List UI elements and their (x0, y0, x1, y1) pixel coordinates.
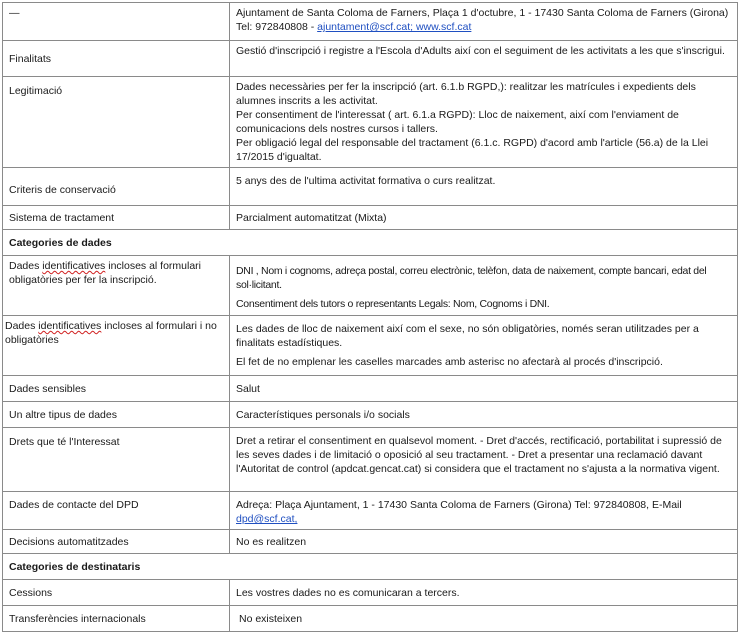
table-row-identificatives-obligatories (3, 256, 738, 316)
row-value: 5 anys des de l'ultima activitat formativa o curs realitzat. (230, 168, 738, 206)
table-row-altre-tipus (3, 402, 738, 428)
row-value (230, 3, 738, 41)
label-part-misspelled: identificatives (38, 320, 102, 332)
section-heading: Categories de dades (3, 230, 738, 256)
no-obligatories-text-1: Les dades de lloc de naixement així com el sexe, no són obligatòries, només seran utilitzades per a finalitats estadístiques. (236, 323, 699, 349)
row-label: — (3, 3, 230, 41)
row-label (3, 256, 230, 316)
row-value: Les vostres dades no es comunicaran a tercers. (230, 580, 738, 606)
row-value: Gestió d'inscripció i registre a l'Escola d'Adults així con el seguiment de les activitats a les que s'inscrigui. (230, 41, 738, 77)
table-row-section-destinataris (3, 554, 738, 580)
label-part: Dades (9, 260, 43, 272)
label-part-misspelled: identificatives (42, 260, 106, 272)
legitimacio-line-2: Per consentiment de l'interessat ( art. 6.1.a RGPD): Lloc de naixement, així com l'enviament de comunicacions dels nostres cursos i tallers. (236, 109, 679, 135)
row-label: Dades sensibles (3, 376, 230, 402)
legitimacio-line-1: Dades necessàries per fer la inscripció (art. 6.1.b RGPD,): realitzar les matrícules i expedients dels alumnes inscrits a les activitat. (236, 81, 696, 107)
label-part: incloses al formulari obligatòries per fer la inscripció. (9, 260, 202, 286)
label-part: incloses al formulari i no obligatòries (5, 320, 217, 346)
row-label: Legitimació (3, 77, 230, 168)
table-row-cessions (3, 580, 738, 606)
identificatives-text-2: Consentiment dels tutors o representants Legals: Nom, Cognoms i DNI. (236, 298, 550, 310)
table-row-section-dades (3, 230, 738, 256)
row-value: No es realitzen (230, 530, 738, 554)
row-label: Cessions (3, 580, 230, 606)
data-protection-table (2, 2, 738, 632)
responsable-email-link[interactable]: ajuntament@scf.cat; www.scf.cat (317, 21, 472, 33)
row-label: Sistema de tractament (3, 206, 230, 230)
table-row-responsable (3, 3, 738, 41)
row-label: Transferències internacionals (3, 606, 230, 632)
legitimacio-line-3: Per obligació legal del responsable del tractament (6.1.c. RGPD) d'acord amb l'article (56.a) de la Llei 17/2015 d'igualtat. (236, 137, 709, 163)
row-value: No existeixen (230, 606, 738, 632)
row-value (230, 316, 738, 376)
responsable-text: Ajuntament de Santa Coloma de Farners, Plaça 1 d'octubre, 1 - 17430 Santa Coloma de Farners (Girona) Tel: 972840808 - (236, 7, 729, 33)
row-label: Criteris de conservació (3, 168, 230, 206)
table-row-legitimacio (3, 77, 738, 168)
row-value (230, 256, 738, 316)
table-row-transferencies (3, 606, 738, 632)
row-value (230, 77, 738, 168)
row-label: Drets que té l'Interessat (3, 428, 230, 492)
table-row-sistema (3, 206, 738, 230)
dpd-text: Adreça: Plaça Ajuntament, 1 - 17430 Santa Coloma de Farners (Girona) Tel: 972840808, E-Mail (236, 499, 682, 511)
row-label: Un altre tipus de dades (3, 402, 230, 428)
row-value: Salut (230, 376, 738, 402)
row-label: Dades de contacte del DPD (3, 492, 230, 530)
row-label: Decisions automatitzades (3, 530, 230, 554)
table-row-identificatives-no-obligatories (3, 316, 738, 376)
table-row-dpd (3, 492, 738, 530)
row-value (230, 492, 738, 530)
row-label (3, 316, 230, 376)
row-label: Finalitats (3, 41, 230, 77)
row-value: Característiques personals i/o socials (230, 402, 738, 428)
no-obligatories-text-2: El fet de no emplenar les caselles marcades amb asterisc no afectarà al procés d'inscripció. (236, 356, 663, 368)
table-row-sensibles (3, 376, 738, 402)
label-part: Dades (5, 320, 39, 332)
row-value: Dret a retirar el consentiment en qualsevol moment. - Dret d'accés, rectificació, portabilitat i supressió de les seves dades i de limitació o oposició al seu tractament. - Dret a presentar una reclamació davant l'Autoritat de control (apdcat.gencat.cat) si considera que el tractament no s'ajusta a la normativa vigent. (230, 428, 738, 492)
section-heading: Categories de destinataris (3, 554, 738, 580)
table-row-drets (3, 428, 738, 492)
table-row-decisions (3, 530, 738, 554)
table-row-finalitats (3, 41, 738, 77)
row-value: Parcialment automatitzat (Mixta) (230, 206, 738, 230)
identificatives-text-1: DNI , Nom i cognoms, adreça postal, correu electrònic, telèfon, data de naixement, compte bancari, edat del sol·licitant. (236, 265, 707, 291)
table-row-criteris (3, 168, 738, 206)
dpd-email-link[interactable]: dpd@scf.cat, (236, 513, 298, 525)
